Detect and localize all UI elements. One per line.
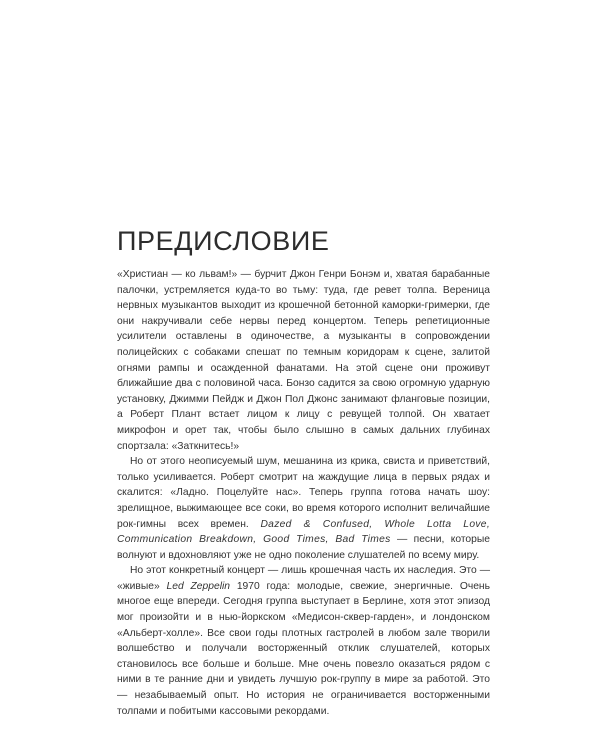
band-name: Led Zeppelin <box>166 580 230 592</box>
paragraph-2-text-start: Но от этого неописуемый шум, мешанина из крика, свиста и приветствий, только усиливается. Роберт смотрит на жаждущие лица в первых рядах и скалится: «Ладно. Поцелуйте нас». Теперь группа готова начать шоу: зрелищное, выжимающее все соки, во время которого исполнит величайшие рок-гимны всех времен. <box>117 456 490 530</box>
paragraph-2-text-end: — песни, которые волнуют и вдохновляют уже не одно поколение слушателей по всему миру. <box>117 534 491 561</box>
paragraph-1: «Христиан — ко львам!» — бурчит Джон Генри Бонэм и, хватая барабанные палочки, устремляется куда-то во тьму: туда, где ревет толпа. Вереница нервных музыкантов выходит из крошечной бетонной каморки-гримерки, где они накручивали себе нервы перед концертом. Теперь репетиционные усилители оставлены в одиночестве, а музыканты в сопровождении полицейских с собаками спешат по темным коридорам к сцене, залитой огнями рампы и осажденной фанатами. На этой сцене они проживут ближайшие два с половиной часа. Бонзо садится за свою огромную ударную установку, Джимми Пейдж и Джон Пол Джонс занимают фланговые позиции, а Роберт Плант встает лицом к лицу с ревущей толпой. Он хватает микрофон и орет так, чтобы было слышно в самых дальних глубинах спортзала: «Заткнитесь!» <box>117 269 490 452</box>
paragraph-3 <box>117 563 490 719</box>
chapter-title: ПРЕДИСЛОВИЕ <box>117 226 330 256</box>
paragraph-2 <box>117 454 490 563</box>
song-list: Dazed & Confused, Whole Lotta Love, Communication Breakdown, Good Times, Bad Times <box>117 518 490 546</box>
paragraph-3-text-end: 1970 года: молодые, свежие, энергичные. Очень многое еще впереди. Сегодня группа выступает в Берлине, хотя этот эпизод мог произойти и в нью-йоркском «Медисон-сквер-гарден», и лондонском «Альберт-холле». Все свои годы плотных гастролей в любом зале творили волшебство и получали восторженный отклик слушателей, которых становилось все больше и больше. Мне очень повезло оказаться рядом с ними в те ранние дни и увидеть лучшую рок-группу в мире за работой. Это — незабываемый опыт. Но история не ограничивается восторженными толпами и побитыми кассовыми рекордами. <box>117 580 490 717</box>
paragraph-3-text-start: Но этот конкретный концерт — лишь крошечная часть их наследия. Это — «живые» <box>117 565 490 592</box>
chapter-body <box>117 267 490 719</box>
